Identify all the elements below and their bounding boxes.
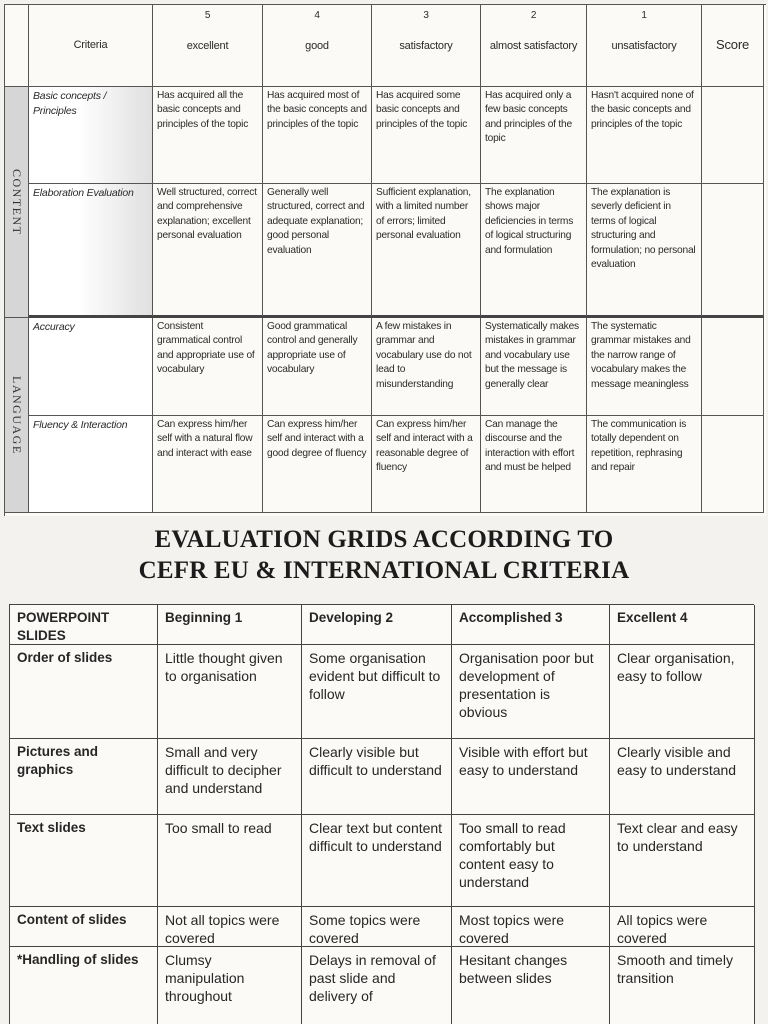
level-label: good (305, 40, 329, 52)
level-number: 4 (314, 10, 320, 21)
descriptor-cell: Has acquired most of the basic concepts and principles of the topic (263, 87, 372, 184)
score-cell[interactable] (702, 184, 764, 318)
descriptor-cell: Text clear and easy to understand (610, 815, 755, 907)
heading-line-1: EVALUATION GRIDS ACCORDING TO (154, 526, 614, 553)
level-label: excellent (186, 40, 229, 52)
descriptor-cell: Little thought given to organisation (158, 645, 302, 739)
level-number: 1 (641, 10, 647, 21)
descriptor-cell: Can manage the discourse and the interaction with effort and must be helped (481, 416, 587, 513)
header-excellent: Excellent 4 (610, 605, 755, 645)
level-label: satisfactory (399, 40, 453, 52)
corner-cell (5, 5, 29, 87)
descriptor-cell: Consistent grammatical control and appropriate use of vocabulary (153, 318, 263, 416)
descriptor-cell: Clumsy manipulation throughout (158, 947, 302, 1024)
descriptor-cell: The explanation shows major deficiencies in terms of logical structuring and formulation (481, 184, 587, 318)
descriptor-cell: Visible with effort but easy to understand (452, 739, 610, 815)
descriptor-cell: Some topics were covered (302, 907, 452, 947)
descriptor-cell: Not all topics were covered (158, 907, 302, 947)
descriptor-cell: Can express him/her self and interact with a reasonable degree of fluency (372, 416, 481, 513)
descriptor-cell: Too small to read comfortably but content easy to understand (452, 815, 610, 907)
heading-line-2: CEFR EU & INTERNATIONAL CRITERIA (138, 557, 630, 584)
criteria-header: Criteria (29, 5, 153, 87)
level-header-3 (372, 5, 481, 87)
level-label: unsatisfactory (611, 40, 677, 52)
score-cell[interactable] (702, 87, 764, 184)
descriptor-cell: A few mistakes in grammar and vocabulary use do not lead to misunderstanding (372, 318, 481, 416)
header-criterion: POWERPOINT SLIDES (10, 605, 158, 645)
section-label-text: CONTENT (10, 168, 25, 236)
descriptor-cell: Delays in removal of past slide and delivery of (302, 947, 452, 1024)
descriptor-cell: Can express him/her self and interact with a good degree of fluency (263, 416, 372, 513)
criterion-text-slides: Text slides (10, 815, 158, 907)
descriptor-cell: Good grammatical control and generally appropriate use of vocabulary (263, 318, 372, 416)
criterion-elaboration: Elaboration Evaluation (29, 184, 153, 318)
descriptor-cell: Organisation poor but development of presentation is obvious (452, 645, 610, 739)
page-heading (0, 524, 768, 586)
descriptor-cell: Has acquired all the basic concepts and principles of the topic (153, 87, 263, 184)
descriptor-cell: The explanation is severly deficient in terms of logical structuring and formulation; no personal evaluation (587, 184, 702, 318)
descriptor-cell: Generally well structured, correct and adequate explanation; good personal evaluation (263, 184, 372, 318)
descriptor-cell: All topics were covered (610, 907, 755, 947)
descriptor-cell: Sufficient explanation, with a limited number of errors; limited personal evaluation (372, 184, 481, 318)
descriptor-cell: Hasn't acquired none of the basic concepts and principles of the topic (587, 87, 702, 184)
descriptor-cell: Hesitant changes between slides (452, 947, 610, 1024)
criterion-order-of-slides: Order of slides (10, 645, 158, 739)
score-header: Score (702, 5, 764, 87)
descriptor-cell: The systematic grammar mistakes and the narrow range of vocabulary makes the message meaningless (587, 318, 702, 416)
level-label: almost satisfactory (489, 40, 578, 52)
descriptor-cell: Clearly visible but difficult to understand (302, 739, 452, 815)
score-cell[interactable] (702, 318, 764, 416)
descriptor-cell: Too small to read (158, 815, 302, 907)
level-number: 5 (204, 10, 211, 21)
section-label-content (5, 87, 29, 318)
header-beginning: Beginning 1 (158, 605, 302, 645)
descriptor-cell: Has acquired some basic concepts and principles of the topic (372, 87, 481, 184)
level-header-2 (481, 5, 587, 87)
descriptor-cell: Has acquired only a few basic concepts and principles of the topic (481, 87, 587, 184)
score-cell[interactable] (702, 416, 764, 513)
level-header-5 (153, 5, 263, 87)
powerpoint-rubric-grid (9, 604, 754, 1024)
descriptor-cell: Well structured, correct and comprehensive explanation; excellent personal evaluation (153, 184, 263, 318)
descriptor-cell: Clear text but content difficult to understand (302, 815, 452, 907)
section-label-language (5, 318, 29, 513)
powerpoint-rubric-table (9, 604, 754, 1024)
cefr-rubric-grid (4, 4, 766, 516)
header-accomplished: Accomplished 3 (452, 605, 610, 645)
descriptor-cell: Smooth and timely transition (610, 947, 755, 1024)
header-developing: Developing 2 (302, 605, 452, 645)
level-header-1 (587, 5, 702, 87)
cefr-rubric-table (4, 4, 766, 516)
level-header-4 (263, 5, 372, 87)
descriptor-cell: Most topics were covered (452, 907, 610, 947)
criterion-pictures-graphics: Pictures and graphics (10, 739, 158, 815)
section-label-text: LANGUAGE (10, 375, 25, 455)
criterion-accuracy: Accuracy (29, 318, 153, 416)
criterion-handling-of-slides: *Handling of slides (10, 947, 158, 1024)
level-number: 3 (423, 10, 429, 21)
descriptor-cell: Small and very difficult to decipher and understand (158, 739, 302, 815)
criterion-basic-concepts: Basic concepts / Principles (29, 87, 153, 184)
criterion-fluency: Fluency & Interaction (29, 416, 153, 513)
descriptor-cell: Clearly visible and easy to understand (610, 739, 755, 815)
criterion-content-of-slides: Content of slides (10, 907, 158, 947)
level-number: 2 (530, 10, 537, 21)
descriptor-cell: Can express him/her self with a natural flow and interact with ease (153, 416, 263, 513)
descriptor-cell: Systematically makes mistakes in grammar and vocabulary use but the message is generally clear (481, 318, 587, 416)
descriptor-cell: Clear organisation, easy to follow (610, 645, 755, 739)
descriptor-cell: Some organisation evident but difficult to follow (302, 645, 452, 739)
descriptor-cell: The communication is totally dependent on repetition, rephrasing and repair (587, 416, 702, 513)
